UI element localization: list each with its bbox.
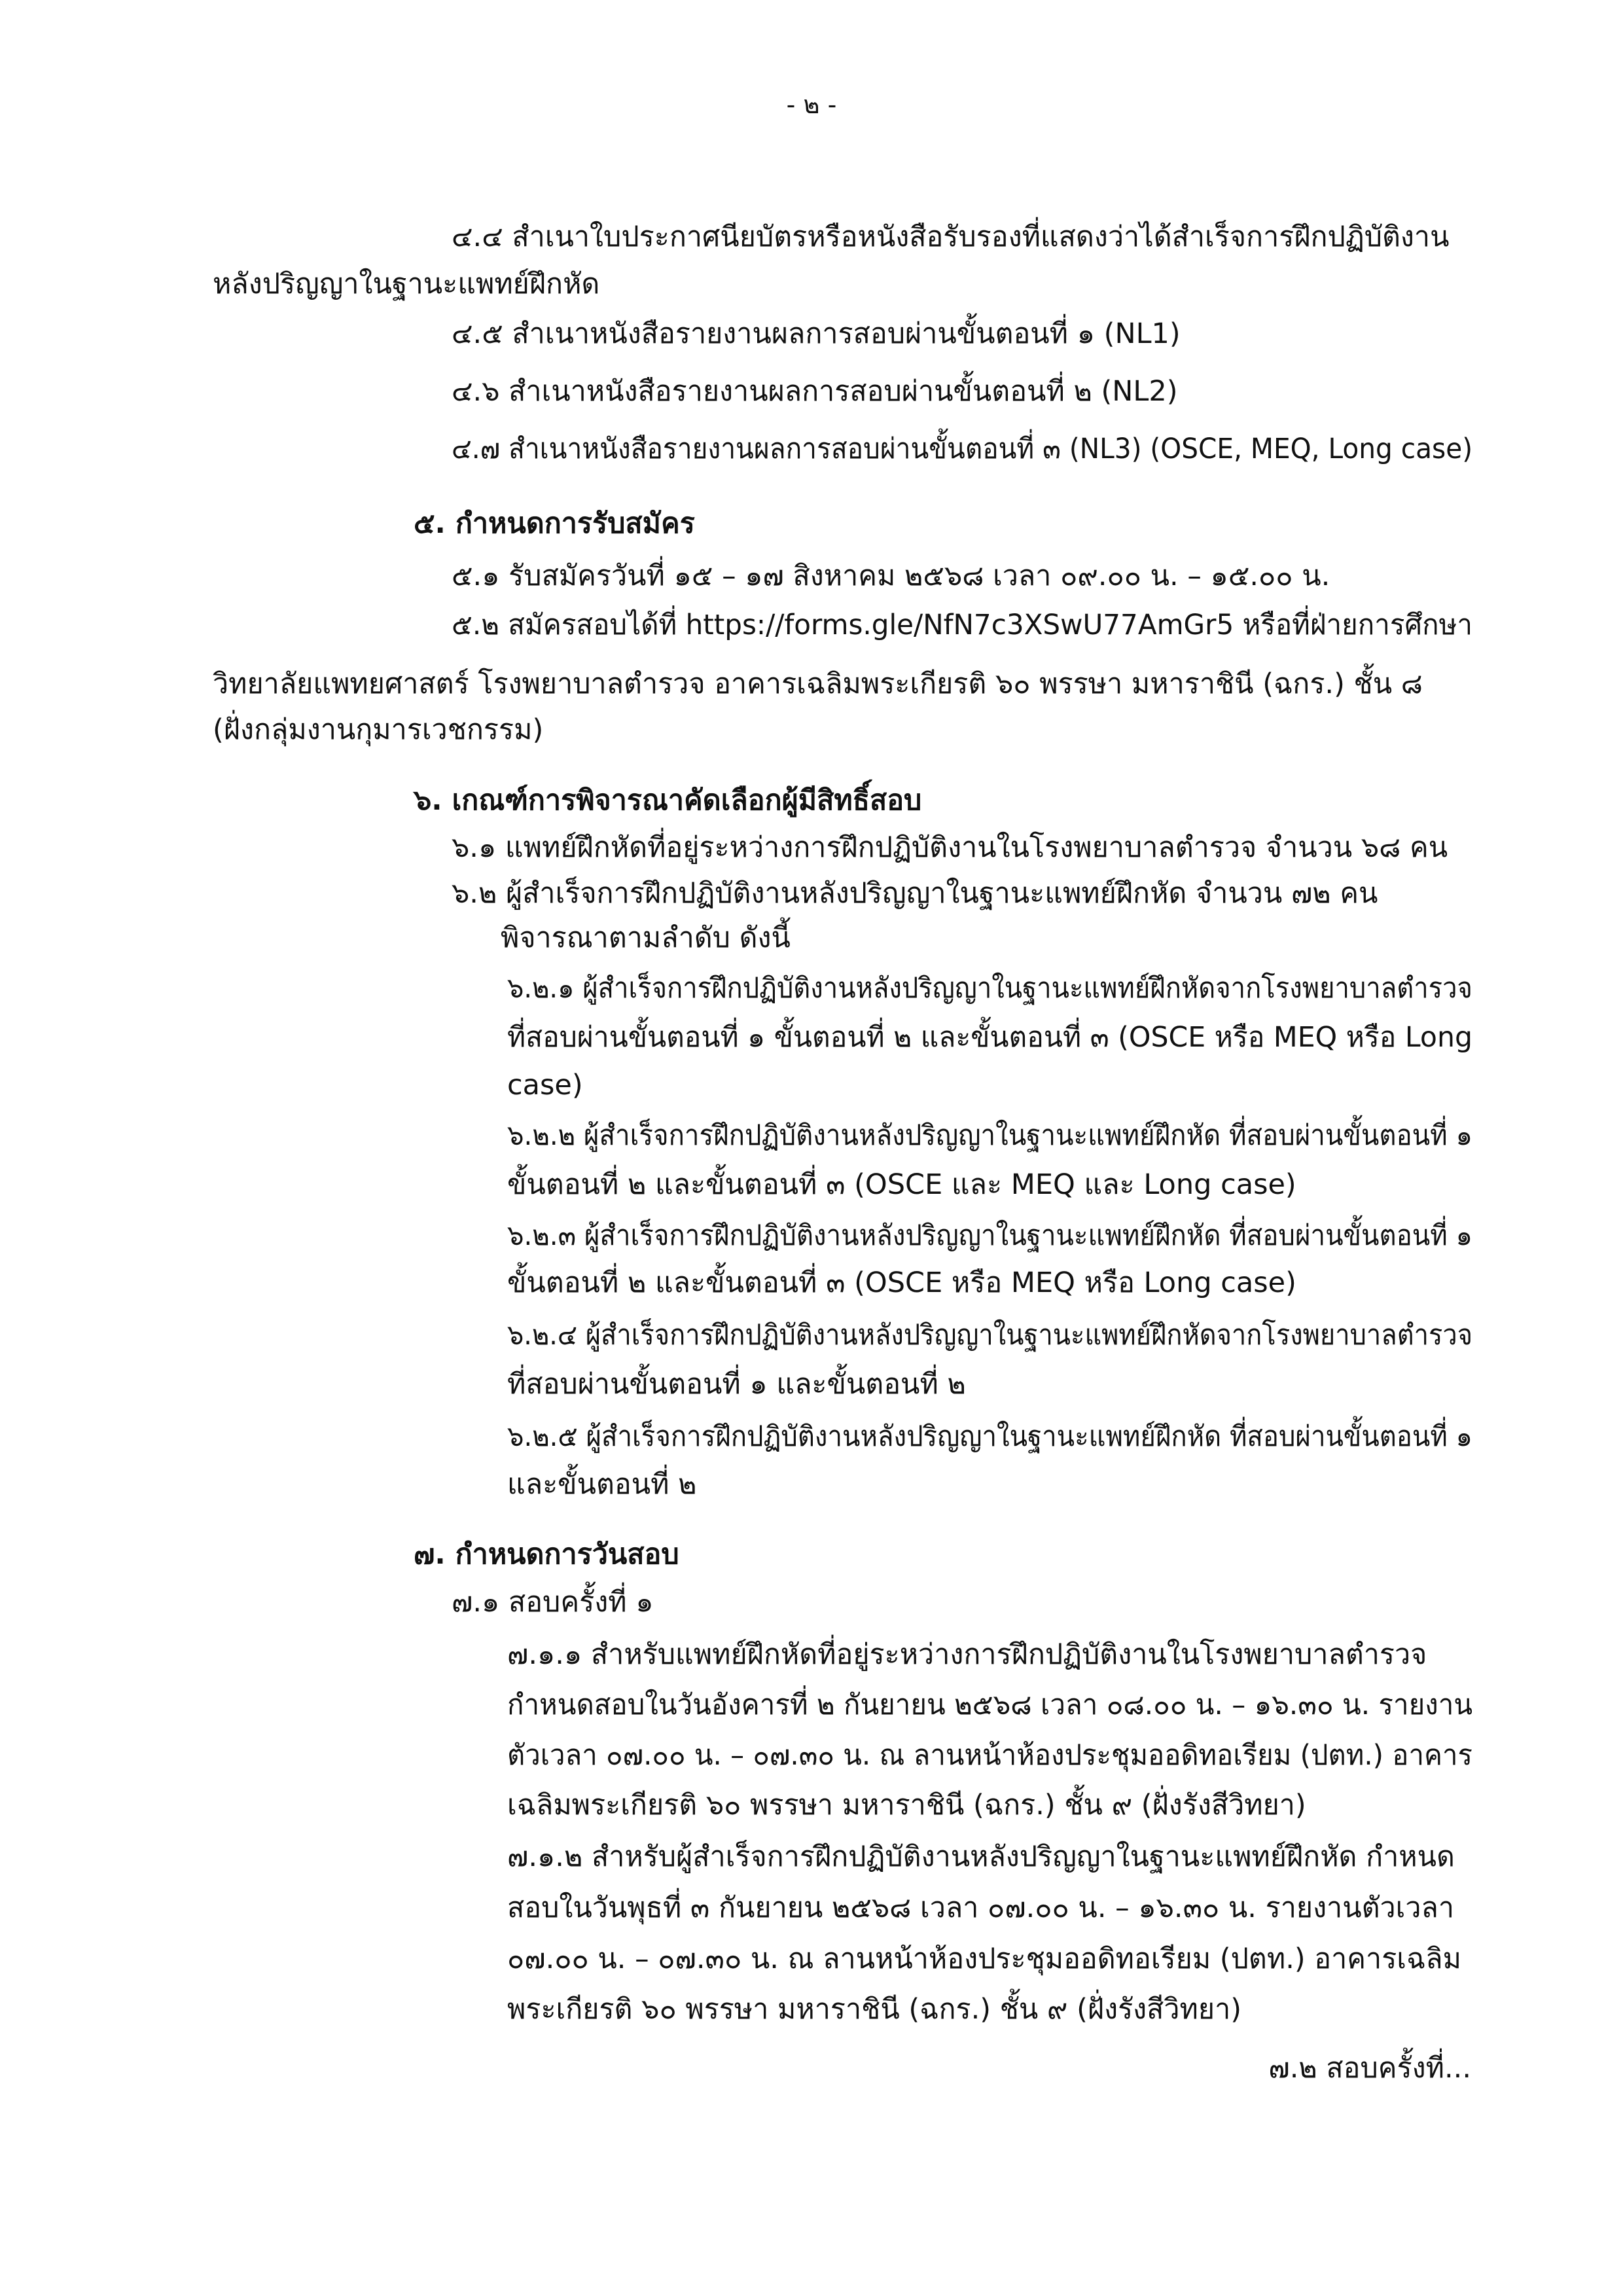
item-6-2-5-line-2: และขั้นตอนที่ ๒ (507, 1468, 697, 1501)
item-6-2-3-line-1: ๖.๒.๓ ผู้สำเร็จการฝึกปฏิบัติงานหลังปริญญาในฐานะแพทย์ฝึกหัด ที่สอบผ่านขั้นตอนที่ ๑ (507, 1219, 1473, 1252)
item-6-2-1-line-1: ๖.๒.๑ ผู้สำเร็จการฝึกปฏิบัติงานหลังปริญญาในฐานะแพทย์ฝึกหัดจากโรงพยาบาลตำรวจ (507, 972, 1472, 1005)
item-7-1-2-line-2: สอบในวันพุธที่ ๓ กันยายน ๒๕๖๘ เวลา ๐๗.๐๐ น. – ๑๖.๓๐ น. รายงานตัวเวลา (507, 1892, 1455, 1924)
section-6-heading: ๖. เกณฑ์การพิจารณาคัดเลือกผู้มีสิทธิ์สอบ (414, 784, 922, 817)
item-7-1-2-line-1: ๗.๑.๒ สำหรับผู้สำเร็จการฝึกปฏิบัติงานหลังปริญญาในฐานะแพทย์ฝึกหัด กำหนด (507, 1840, 1455, 1873)
item-6-2-2-line-2: ขั้นตอนที่ ๒ และขั้นตอนที่ ๓ (OSCE และ MEQ และ Long case) (507, 1168, 1296, 1201)
next-page-cue: ๗.๒ สอบครั้งที่... (1268, 2052, 1471, 2085)
item-4-4-line-1: ๔.๔ สำเนาใบประกาศนียบัตรหรือหนังสือรับรองที่แสดงว่าได้สำเร็จการฝึกปฏิบัติงาน (452, 221, 1450, 253)
item-5-1: ๕.๑ รับสมัครวันที่ ๑๕ – ๑๗ สิงหาคม ๒๕๖๘ เวลา ๐๙.๐๐ น. – ๑๕.๐๐ น. (452, 560, 1330, 592)
item-5-2-line-2: วิทยาลัยแพทยศาสตร์ โรงพยาบาลตำรวจ อาคารเฉลิมพระเกียรติ ๖๐ พรรษา มหาราชินี (ฉกร.) ชั้น ๘ (213, 668, 1423, 700)
item-6-2-3-line-2: ขั้นตอนที่ ๒ และขั้นตอนที่ ๓ (OSCE หรือ MEQ หรือ Long case) (507, 1266, 1296, 1299)
item-6-2-intro: พิจารณาตามลำดับ ดังนี้ (501, 922, 791, 954)
section-7-heading: ๗. กำหนดการวันสอบ (414, 1538, 679, 1571)
item-6-2: ๖.๒ ผู้สำเร็จการฝึกปฏิบัติงานหลังปริญญาในฐานะแพทย์ฝึกหัด จำนวน ๗๒ คน (452, 877, 1378, 910)
item-4-6: ๔.๖ สำเนาหนังสือรายงานผลการสอบผ่านขั้นตอนที่ ๒ (NL2) (452, 375, 1178, 408)
item-7-1-1-line-3: ตัวเวลา ๐๗.๐๐ น. – ๐๗.๓๐ น. ณ ลานหน้าห้องประชุมออดิทอเรียม (ปตท.) อาคาร (507, 1739, 1473, 1772)
item-7-1-2-line-3: ๐๗.๐๐ น. – ๐๗.๓๐ น. ณ ลานหน้าห้องประชุมออดิทอเรียม (ปตท.) อาคารเฉลิม (507, 1943, 1461, 1975)
section-5-heading: ๕. กำหนดการรับสมัคร (414, 507, 695, 540)
item-5-2-line-3: (ฝั่งกลุ่มงานกุมารเวชกรรม) (213, 713, 544, 746)
item-6-2-4-line-1: ๖.๒.๔ ผู้สำเร็จการฝึกปฏิบัติงานหลังปริญญาในฐานะแพทย์ฝึกหัดจากโรงพยาบาลตำรวจ (507, 1319, 1473, 1352)
page-number: - ๒ - (786, 90, 837, 119)
item-6-2-5-line-1: ๖.๒.๕ ผู้สำเร็จการฝึกปฏิบัติงานหลังปริญญาในฐานะแพทย์ฝึกหัด ที่สอบผ่านขั้นตอนที่ ๑ (507, 1420, 1472, 1453)
item-6-2-1-line-2: ที่สอบผ่านขั้นตอนที่ ๑ ขั้นตอนที่ ๒ และขั้นตอนที่ ๓ (OSCE หรือ MEQ หรือ Long (507, 1021, 1473, 1054)
item-6-1: ๖.๑ แพทย์ฝึกหัดที่อยู่ระหว่างการฝึกปฏิบัติงานในโรงพยาบาลตำรวจ จำนวน ๖๘ คน (452, 831, 1448, 864)
item-7-1-2-line-4: พระเกียรติ ๖๐ พรรษา มหาราชินี (ฉกร.) ชั้น ๙ (ฝั่งรังสีวิทยา) (507, 1993, 1242, 2026)
item-7-1: ๗.๑ สอบครั้งที่ ๑ (452, 1586, 654, 1619)
item-7-1-1-line-4: เฉลิมพระเกียรติ ๖๐ พรรษา มหาราชินี (ฉกร.) ชั้น ๙ (ฝั่งรังสีวิทยา) (507, 1789, 1306, 1821)
item-7-1-1-line-1: ๗.๑.๑ สำหรับแพทย์ฝึกหัดที่อยู่ระหว่างการฝึกปฏิบัติงานในโรงพยาบาลตำรวจ (507, 1638, 1427, 1671)
item-7-1-1-line-2: กำหนดสอบในวันอังคารที่ ๒ กันยายน ๒๕๖๘ เวลา ๐๘.๐๐ น. – ๑๖.๓๐ น. รายงาน (507, 1689, 1473, 1721)
item-4-7: ๔.๗ สำเนาหนังสือรายงานผลการสอบผ่านขั้นตอนที่ ๓ (NL3) (OSCE, MEQ, Long case) (452, 433, 1473, 465)
item-6-2-4-line-2: ที่สอบผ่านขั้นตอนที่ ๑ และขั้นตอนที่ ๒ (507, 1368, 966, 1401)
item-5-2-line-1: ๕.๒ สมัครสอบได้ที่ https://forms.gle/NfN7c3XSwU77AmGr5 หรือที่ฝ่ายการศึกษา (452, 609, 1472, 641)
item-6-2-1-line-3: case) (507, 1069, 583, 1102)
item-4-4-line-2: หลังปริญญาในฐานะแพทย์ฝึกหัด (213, 268, 600, 300)
item-4-5: ๔.๕ สำเนาหนังสือรายงานผลการสอบผ่านขั้นตอนที่ ๑ (NL1) (452, 317, 1181, 350)
item-6-2-2-line-1: ๖.๒.๒ ผู้สำเร็จการฝึกปฏิบัติงานหลังปริญญาในฐานะแพทย์ฝึกหัด ที่สอบผ่านขั้นตอนที่ ๑ (507, 1119, 1473, 1152)
